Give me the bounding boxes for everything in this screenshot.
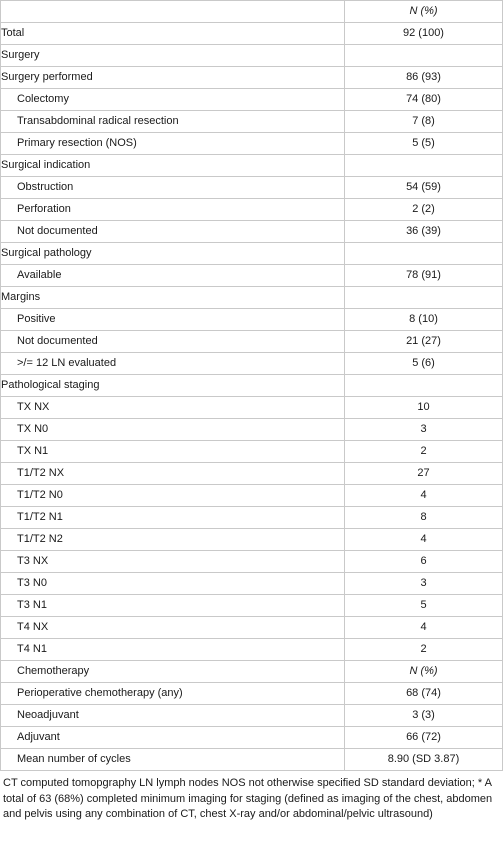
row-value-cell: 4 — [345, 529, 503, 551]
row-value-cell: 74 (80) — [345, 89, 503, 111]
table-body — [1, 1, 503, 771]
table-row — [1, 331, 503, 353]
row-label-cell: Adjuvant — [1, 727, 345, 749]
row-value-cell: 7 (8) — [345, 111, 503, 133]
row-value-cell: N (%) — [345, 661, 503, 683]
row-value-cell — [345, 243, 503, 265]
row-label-cell: TX N1 — [1, 441, 345, 463]
table-row — [1, 67, 503, 89]
table-row — [1, 397, 503, 419]
table-row — [1, 639, 503, 661]
row-label-cell: T4 NX — [1, 617, 345, 639]
table-header-row — [1, 1, 503, 23]
row-label-cell: Surgery — [1, 45, 345, 67]
row-value-cell: 8 (10) — [345, 309, 503, 331]
table-row — [1, 287, 503, 309]
table-row — [1, 683, 503, 705]
table-row — [1, 45, 503, 67]
table-row — [1, 199, 503, 221]
row-label-cell: Not documented — [1, 221, 345, 243]
row-label-cell: Surgery performed — [1, 67, 345, 89]
row-value-cell: 5 (5) — [345, 133, 503, 155]
row-label-cell: T1/T2 NX — [1, 463, 345, 485]
row-label-cell: Colectomy — [1, 89, 345, 111]
table-row — [1, 507, 503, 529]
row-label-cell: Total — [1, 23, 345, 45]
row-label-cell: T3 N1 — [1, 595, 345, 617]
row-value-cell: 10 — [345, 397, 503, 419]
row-value-cell: 92 (100) — [345, 23, 503, 45]
table-row — [1, 727, 503, 749]
row-value-cell: 8.90 (SD 3.87) — [345, 749, 503, 771]
table-row — [1, 419, 503, 441]
row-value-cell: 3 — [345, 419, 503, 441]
row-label-cell: Available — [1, 265, 345, 287]
row-label-cell: T1/T2 N2 — [1, 529, 345, 551]
table-row — [1, 133, 503, 155]
row-value-cell — [345, 287, 503, 309]
row-value-cell: 8 — [345, 507, 503, 529]
row-value-cell: 4 — [345, 617, 503, 639]
table-row — [1, 375, 503, 397]
table-row — [1, 529, 503, 551]
row-label-cell: Perforation — [1, 199, 345, 221]
table-row — [1, 177, 503, 199]
row-label-cell: TX NX — [1, 397, 345, 419]
table-row — [1, 573, 503, 595]
row-value-cell: 2 — [345, 441, 503, 463]
row-value-cell — [345, 375, 503, 397]
table-row — [1, 23, 503, 45]
table-row — [1, 595, 503, 617]
table-row — [1, 111, 503, 133]
row-label-cell: Not documented — [1, 331, 345, 353]
table-row — [1, 551, 503, 573]
row-value-cell — [345, 155, 503, 177]
table-row — [1, 749, 503, 771]
row-label-cell: Neoadjuvant — [1, 705, 345, 727]
row-value-cell: 86 (93) — [345, 67, 503, 89]
row-label-cell: Transabdominal radical resection — [1, 111, 345, 133]
table-row — [1, 353, 503, 375]
table-footnote: CT computed tomopgraphy LN lymph nodes NOS not otherwise specified SD standard deviation; * A total of 63 (68%) completed minimum imaging for staging (defined as imaging of the chest, abdomen and pelvis using any combination of CT, chest X-ray and/or abdominal/pelvic ultrasound) — [3, 777, 493, 820]
row-label-cell: Surgical indication — [1, 155, 345, 177]
table-row — [1, 441, 503, 463]
row-value-cell: 5 — [345, 595, 503, 617]
row-value-cell — [345, 45, 503, 67]
row-label-cell: Perioperative chemotherapy (any) — [1, 683, 345, 705]
row-value-cell: 4 — [345, 485, 503, 507]
table-row — [1, 617, 503, 639]
row-label-cell: Obstruction — [1, 177, 345, 199]
table-row — [1, 243, 503, 265]
row-value-cell: 3 (3) — [345, 705, 503, 727]
row-value-cell: 54 (59) — [345, 177, 503, 199]
row-value-cell: 78 (91) — [345, 265, 503, 287]
row-value-cell: 66 (72) — [345, 727, 503, 749]
header-label-cell — [1, 1, 345, 23]
row-label-cell: Surgical pathology — [1, 243, 345, 265]
row-value-cell: 2 — [345, 639, 503, 661]
row-label-cell: >/= 12 LN evaluated — [1, 353, 345, 375]
table-row — [1, 661, 503, 683]
row-value-cell: 21 (27) — [345, 331, 503, 353]
row-label-cell: T3 N0 — [1, 573, 345, 595]
row-label-cell: T1/T2 N1 — [1, 507, 345, 529]
row-value-cell: 36 (39) — [345, 221, 503, 243]
table-row — [1, 463, 503, 485]
row-label-cell: Pathological staging — [1, 375, 345, 397]
row-value-cell: 27 — [345, 463, 503, 485]
row-label-cell: T1/T2 N0 — [1, 485, 345, 507]
row-label-cell: Margins — [1, 287, 345, 309]
row-label-cell: TX N0 — [1, 419, 345, 441]
table-row — [1, 485, 503, 507]
header-value-cell: N (%) — [345, 1, 503, 23]
table-row — [1, 309, 503, 331]
table-row — [1, 265, 503, 287]
row-label-cell: Mean number of cycles — [1, 749, 345, 771]
row-label-cell: Primary resection (NOS) — [1, 133, 345, 155]
row-label-cell: T3 NX — [1, 551, 345, 573]
table-row — [1, 705, 503, 727]
row-label-cell: T4 N1 — [1, 639, 345, 661]
row-value-cell: 68 (74) — [345, 683, 503, 705]
row-label-cell: Positive — [1, 309, 345, 331]
table-row — [1, 89, 503, 111]
table-row — [1, 155, 503, 177]
row-value-cell: 3 — [345, 573, 503, 595]
row-value-cell: 2 (2) — [345, 199, 503, 221]
row-value-cell: 5 (6) — [345, 353, 503, 375]
row-value-cell: 6 — [345, 551, 503, 573]
table-row — [1, 221, 503, 243]
row-label-cell: Chemotherapy — [1, 661, 345, 683]
